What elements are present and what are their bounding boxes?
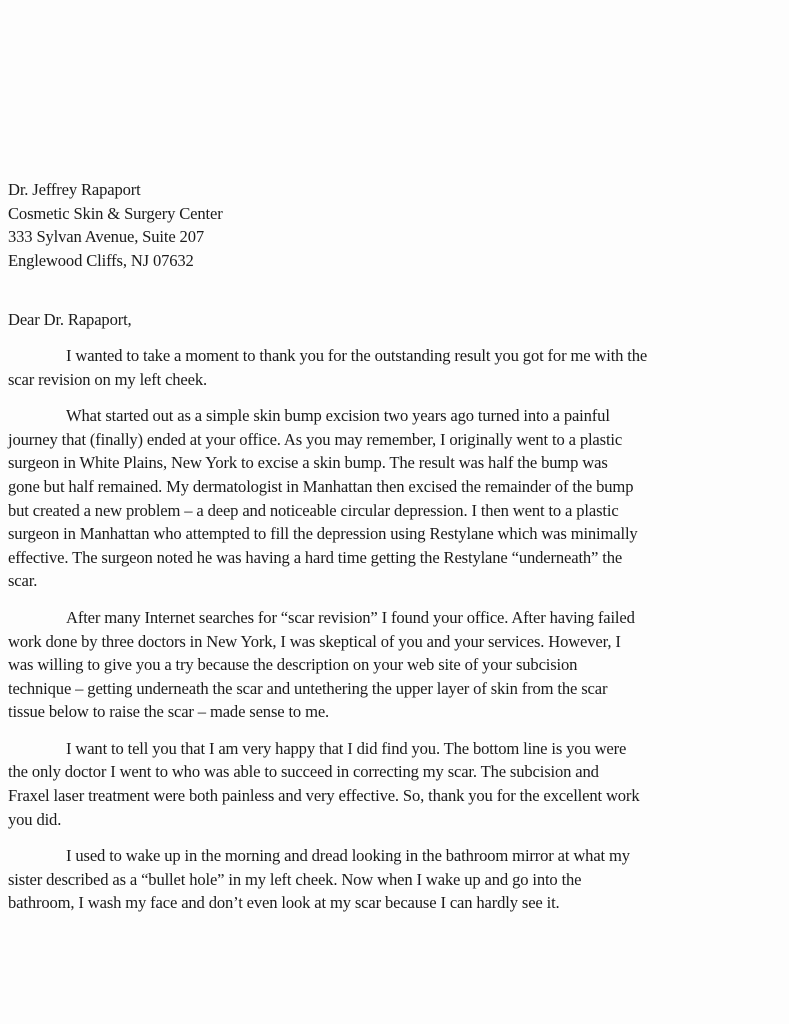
paragraph-line: you did. (8, 809, 62, 829)
paragraph-line: I want to tell you that I am very happy that I did find you. The bottom line is you were (66, 738, 627, 758)
paragraph-4 (8, 737, 778, 831)
paragraph-line: journey that (finally) ended at your office. As you may remember, I originally went to a plastic (8, 429, 623, 449)
paragraph-line: work done by three doctors in New York, I was skeptical of you and your services. However, I (8, 631, 621, 651)
paragraph-line: What started out as a simple skin bump excision two years ago turned into a painful (66, 406, 610, 426)
paragraph-line: I used to wake up in the morning and dread looking in the bathroom mirror at what my (66, 846, 630, 866)
paragraph-line: surgeon in White Plains, New York to excise a skin bump. The result was half the bump was (8, 453, 608, 473)
paragraph-line: I wanted to take a moment to thank you for the outstanding result you got for me with the (66, 345, 648, 365)
salutation: Dear Dr. Rapaport, (8, 310, 132, 330)
paragraph-line: scar revision on my left cheek. (8, 369, 208, 389)
paragraph-line: gone but half remained. My dermatologist in Manhattan then excised the remainder of the bump (8, 476, 634, 496)
paragraph-line: was willing to give you a try because the description on your web site of your subcision (8, 655, 578, 675)
paragraph-line: sister described as a “bullet hole” in my left cheek. Now when I wake up and go into the (8, 869, 582, 889)
paragraph-line: scar. (8, 571, 38, 591)
paragraph-line: After many Internet searches for “scar revision” I found your office. After having failed (66, 607, 635, 627)
paragraph-line: technique – getting underneath the scar and untethering the upper layer of skin from the scar (8, 678, 608, 698)
paragraph-line: effective. The surgeon noted he was having a hard time getting the Restylane “underneath” the (8, 547, 623, 567)
address-line: Cosmetic Skin & Surgery Center (8, 203, 223, 223)
recipient-address (8, 178, 778, 272)
paragraph-1 (8, 344, 778, 391)
address-line: Dr. Jeffrey Rapaport (8, 180, 141, 199)
paragraph-line: the only doctor I went to who was able to succeed in correcting my scar. The subcision and (8, 762, 599, 782)
paragraph-line: but created a new problem – a deep and noticeable circular depression. I then went to a plastic (8, 500, 619, 520)
address-line: 333 Sylvan Avenue, Suite 207 (8, 227, 204, 247)
letter-body (8, 178, 778, 928)
address-line: Englewood Cliffs, NJ 07632 (8, 250, 194, 270)
paragraph-line: tissue below to raise the scar – made sense to me. (8, 702, 330, 722)
paragraph-line: Fraxel laser treatment were both painless and very effective. So, thank you for the excellent work (8, 786, 640, 806)
paragraph-3 (8, 606, 778, 724)
paragraph-line: bathroom, I wash my face and don’t even look at my scar because I can hardly see it. (8, 893, 560, 913)
paragraph-5 (8, 844, 778, 915)
paragraph-line: surgeon in Manhattan who attempted to fill the depression using Restylane which was minimally (8, 524, 638, 544)
paragraph-2 (8, 404, 778, 593)
